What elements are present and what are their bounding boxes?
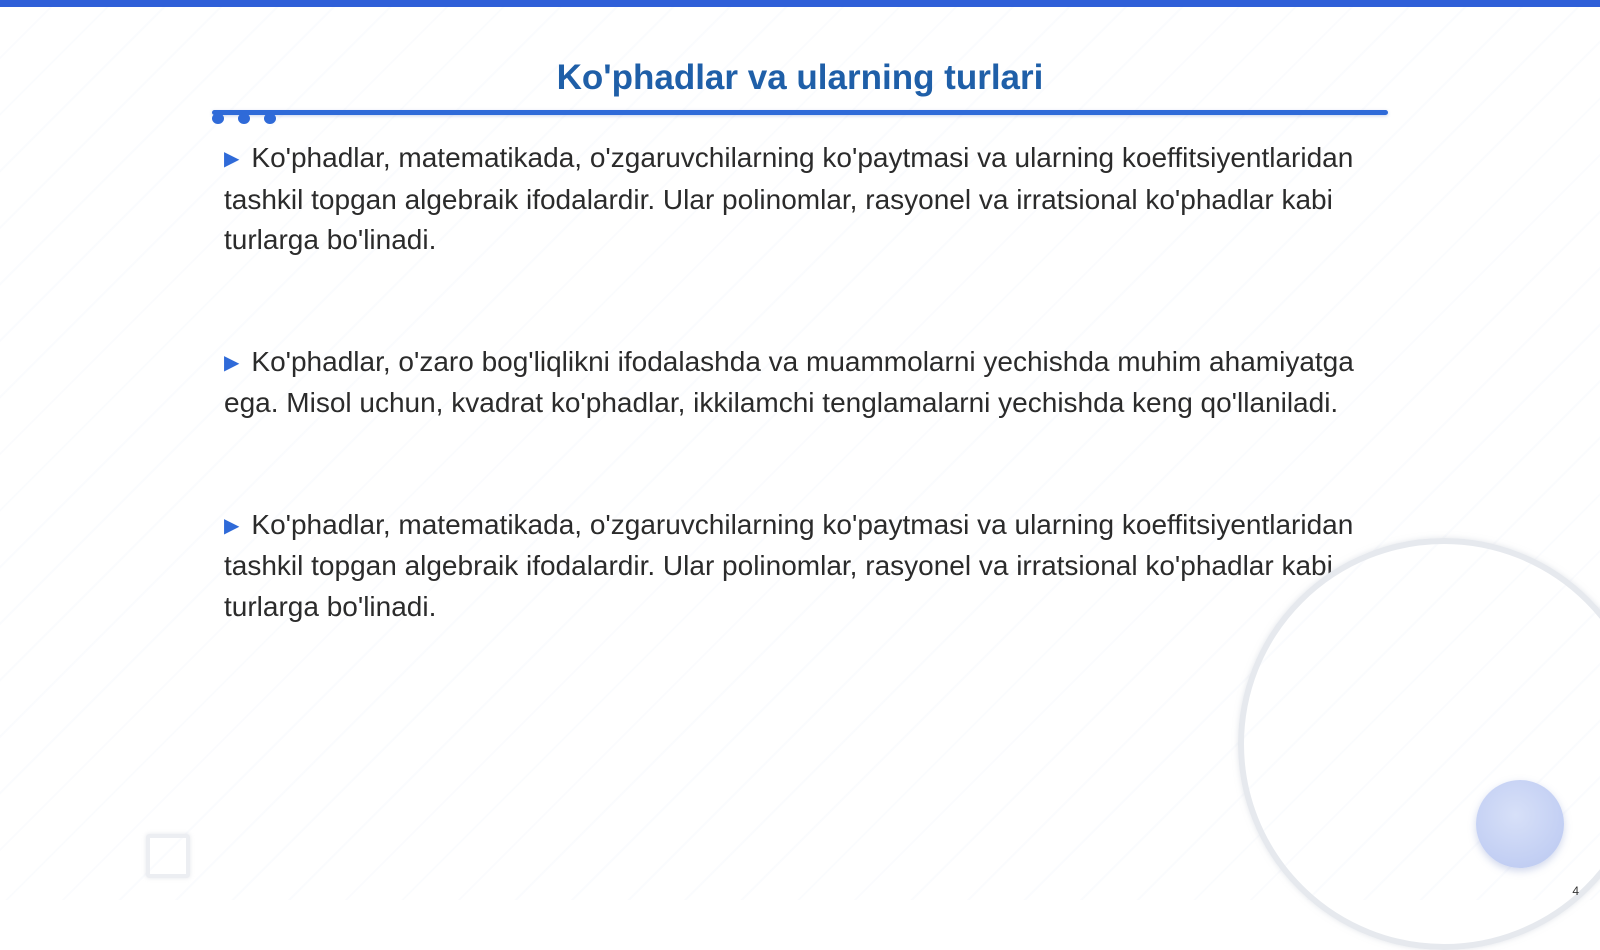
decorative-square [146, 834, 190, 878]
triangle-bullet-icon: ▶ [224, 148, 240, 170]
page-number: 4 [1572, 884, 1579, 898]
decorative-ball [1476, 780, 1564, 868]
decorative-dot [264, 113, 276, 124]
bullet-item [224, 138, 1374, 261]
triangle-bullet-icon: ▶ [224, 351, 240, 374]
bullet-item [224, 505, 1374, 628]
bullet-text: Ko'phadlar, o'zaro bog'liqlikni ifodalashda va muammolarni yechishda muhim ahamiyatga ega. Misol uchun, kvadrat ko'phadlar, ikkilamchi tenglamalarni yechishda keng qo'llaniladi. [224, 345, 1354, 418]
decorative-dot [238, 113, 250, 124]
bullet-list [224, 138, 1374, 708]
slide-title: Ko'phadlar va ularning turlari [556, 58, 1044, 97]
bullet-text: Ko'phadlar, matematikada, o'zgaruvchilarning ko'paytmasi va ularning koeffitsiyentlaridan tashkil topgan algebraik ifodalardir. Ular polinomlar, rasyonel va irratsional ko'phadlar kabi turlarga bo'linadi. [224, 142, 1354, 255]
bullet-text: Ko'phadlar, matematikada, o'zgaruvchilarning ko'paytmasi va ularning koeffitsiyentlaridan tashkil topgan algebraik ifodalardir. Ular polinomlar, rasyonel va irratsional ko'phadlar kabi turlarga bo'linadi. [224, 508, 1354, 622]
triangle-bullet-icon: ▶ [224, 514, 240, 537]
bullet-item [224, 342, 1374, 424]
title-underline [212, 110, 1388, 115]
decorative-dot [212, 113, 224, 124]
top-accent-bar [0, 0, 1600, 7]
